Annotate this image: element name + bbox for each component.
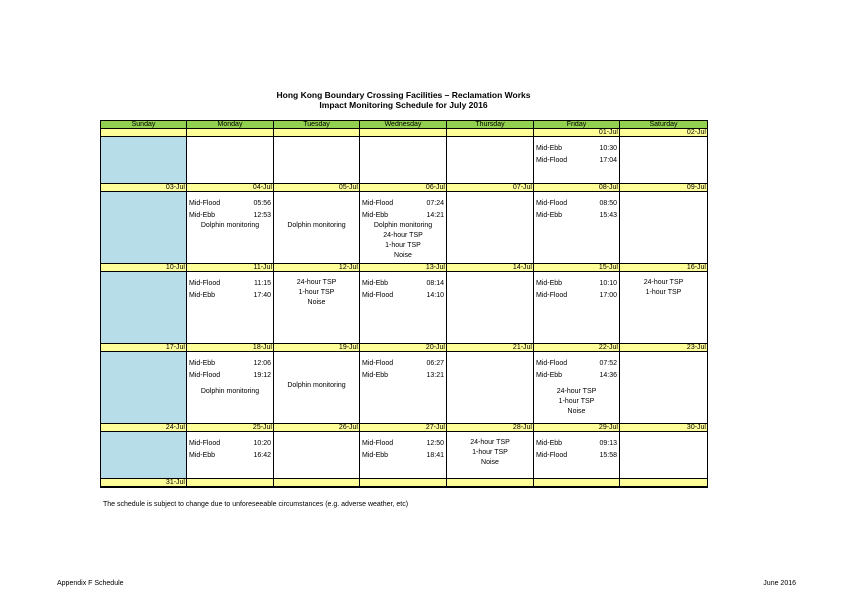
tide-entry bbox=[187, 290, 273, 302]
tide-name: Mid-Flood bbox=[536, 451, 568, 459]
tide-entry bbox=[187, 278, 273, 290]
day-cell bbox=[274, 432, 360, 479]
day-cell bbox=[534, 137, 620, 184]
date-cell: 23-Jul bbox=[620, 344, 708, 352]
tide-time: 17:00 bbox=[599, 291, 617, 299]
tide-time: 07:52 bbox=[599, 360, 617, 367]
week-date-row bbox=[101, 424, 708, 432]
day-cell bbox=[360, 192, 447, 264]
date-cell: 13-Jul bbox=[360, 264, 447, 272]
date-cell: 26-Jul bbox=[274, 424, 360, 432]
tide-time: 09:13 bbox=[599, 440, 617, 447]
weekday-header-monday: Monday bbox=[187, 121, 274, 129]
day-cell bbox=[447, 352, 534, 424]
date-cell: 16-Jul bbox=[620, 264, 708, 272]
week-date-row bbox=[101, 129, 708, 137]
date-cell: 07-Jul bbox=[447, 184, 534, 192]
day-cell bbox=[534, 352, 620, 424]
weekday-header-saturday: Saturday bbox=[620, 121, 708, 129]
day-cell bbox=[360, 352, 447, 424]
document-subtitle: Impact Monitoring Schedule for July 2016 bbox=[319, 100, 488, 110]
tide-entry bbox=[534, 198, 619, 210]
tide-time: 11:15 bbox=[254, 280, 271, 287]
day-cell bbox=[447, 137, 534, 184]
tide-entry bbox=[360, 438, 446, 450]
date-cell: 01-Jul bbox=[534, 129, 620, 137]
monitoring-note: 24-hour TSP bbox=[556, 388, 597, 395]
tide-name: Mid-Flood bbox=[189, 371, 221, 379]
week-schedule-row bbox=[101, 272, 708, 344]
monitoring-note: 24-hour TSP bbox=[296, 279, 337, 286]
date-cell: 17-Jul bbox=[101, 344, 187, 352]
tide-name: Mid-Flood bbox=[362, 440, 394, 447]
tide-name: Mid-Flood bbox=[362, 200, 394, 207]
day-cell bbox=[187, 487, 274, 488]
tide-time: 08:14 bbox=[426, 280, 444, 287]
week-date-row bbox=[101, 264, 708, 272]
date-cell: 15-Jul bbox=[534, 264, 620, 272]
tide-entry bbox=[187, 198, 273, 210]
day-cell bbox=[274, 192, 360, 264]
week-schedule-row bbox=[101, 192, 708, 264]
tide-entry bbox=[534, 358, 619, 370]
tide-entry bbox=[187, 210, 273, 222]
tide-entry bbox=[187, 450, 273, 462]
tide-name: Mid-Ebb bbox=[536, 211, 563, 219]
tide-name: Mid-Flood bbox=[536, 360, 568, 367]
tide-name: Mid-Ebb bbox=[536, 145, 563, 152]
monitoring-note: 1-hour TSP bbox=[558, 398, 595, 405]
day-cell bbox=[187, 432, 274, 479]
date-cell: 24-Jul bbox=[101, 424, 187, 432]
week-schedule-row bbox=[101, 487, 708, 488]
tide-time: 08:50 bbox=[599, 200, 617, 207]
tide-time: 19:12 bbox=[253, 371, 271, 379]
day-cell bbox=[101, 272, 187, 344]
day-cell bbox=[187, 352, 274, 424]
monitoring-note: 1-hour TSP bbox=[645, 289, 682, 296]
tide-time: 17:04 bbox=[599, 156, 617, 164]
tide-entry bbox=[360, 358, 446, 370]
document-title: Hong Kong Boundary Crossing Facilities – Reclamation Works bbox=[276, 90, 531, 100]
day-cell bbox=[447, 192, 534, 264]
tide-entry bbox=[360, 290, 446, 302]
date-cell: 09-Jul bbox=[620, 184, 708, 192]
day-cell bbox=[274, 352, 360, 424]
tide-name: Mid-Ebb bbox=[189, 211, 216, 219]
weekday-header-tuesday: Tuesday bbox=[274, 121, 360, 129]
date-cell: 18-Jul bbox=[187, 344, 274, 352]
day-cell bbox=[534, 487, 620, 488]
tide-name: Mid-Ebb bbox=[362, 280, 389, 287]
day-cell bbox=[274, 487, 360, 488]
date-cell: 28-Jul bbox=[447, 424, 534, 432]
date-cell: 08-Jul bbox=[534, 184, 620, 192]
monitoring-note: Noise bbox=[307, 299, 326, 306]
date-cell: 25-Jul bbox=[187, 424, 274, 432]
day-cell bbox=[534, 192, 620, 264]
monitoring-note: 1-hour TSP bbox=[298, 289, 335, 296]
day-cell bbox=[101, 137, 187, 184]
day-cell bbox=[101, 487, 187, 488]
tide-name: Mid-Ebb bbox=[189, 291, 216, 299]
schedule-footnote: The schedule is subject to change due to unforeseeable circumstances (e.g. adverse weather, etc) bbox=[103, 501, 409, 508]
date-cell: 30-Jul bbox=[620, 424, 708, 432]
day-cell bbox=[101, 432, 187, 479]
monitoring-note: Dolphin monitoring bbox=[287, 222, 346, 229]
date-cell bbox=[447, 479, 534, 487]
date-cell: 31-Jul bbox=[101, 479, 187, 487]
tide-time: 10:10 bbox=[599, 280, 617, 287]
tide-name: Mid-Ebb bbox=[536, 440, 563, 447]
date-cell: 27-Jul bbox=[360, 424, 447, 432]
tide-entry bbox=[187, 438, 273, 450]
day-cell bbox=[620, 487, 708, 488]
tide-name: Mid-Flood bbox=[536, 156, 568, 164]
day-cell bbox=[187, 272, 274, 344]
footer-left: Appendix F Schedule bbox=[57, 580, 124, 587]
tide-time: 14:36 bbox=[599, 371, 617, 379]
day-cell bbox=[187, 137, 274, 184]
tide-name: Mid-Ebb bbox=[536, 371, 563, 379]
date-cell bbox=[620, 479, 708, 487]
tide-name: Mid-Flood bbox=[189, 280, 221, 287]
tide-time: 14:10 bbox=[426, 291, 444, 299]
monitoring-note: 1-hour TSP bbox=[472, 449, 508, 456]
date-cell: 20-Jul bbox=[360, 344, 447, 352]
date-cell bbox=[447, 129, 534, 137]
tide-entry bbox=[534, 450, 619, 462]
tide-time: 14:21 bbox=[426, 211, 444, 219]
date-cell: 19-Jul bbox=[274, 344, 360, 352]
tide-name: Mid-Ebb bbox=[362, 211, 389, 219]
date-cell: 10-Jul bbox=[101, 264, 187, 272]
week-date-row bbox=[101, 184, 708, 192]
week-schedule-row bbox=[101, 432, 708, 479]
monitoring-note: 24-hour TSP bbox=[470, 439, 510, 446]
monitoring-note: Dolphin monitoring bbox=[200, 222, 260, 229]
monitoring-note: Dolphin monitoring bbox=[373, 222, 433, 229]
schedule-calendar bbox=[100, 120, 708, 488]
tide-entry bbox=[187, 370, 273, 382]
date-cell: 11-Jul bbox=[187, 264, 274, 272]
tide-entry bbox=[360, 210, 446, 222]
weekday-header-wednesday: Wednesday bbox=[360, 121, 447, 129]
monitoring-note: 24-hour TSP bbox=[383, 232, 423, 239]
tide-time: 12:53 bbox=[253, 211, 271, 219]
monitoring-note: Dolphin monitoring bbox=[200, 388, 260, 395]
day-cell bbox=[360, 137, 447, 184]
monitoring-note: Noise bbox=[567, 408, 586, 415]
tide-entry bbox=[534, 438, 619, 450]
tide-time: 05:56 bbox=[253, 200, 271, 207]
tide-time: 17:40 bbox=[253, 291, 271, 299]
day-cell bbox=[447, 432, 534, 479]
weekday-header-friday: Friday bbox=[534, 121, 620, 129]
day-cell bbox=[534, 272, 620, 344]
tide-entry bbox=[360, 198, 446, 210]
tide-time: 16:42 bbox=[253, 451, 271, 459]
day-cell bbox=[620, 137, 708, 184]
tide-entry bbox=[187, 358, 273, 370]
tide-time: 13:21 bbox=[426, 371, 444, 379]
day-cell bbox=[360, 487, 447, 488]
date-cell bbox=[360, 479, 447, 487]
tide-entry bbox=[360, 450, 446, 462]
date-cell: 14-Jul bbox=[447, 264, 534, 272]
day-cell bbox=[274, 272, 360, 344]
date-cell bbox=[534, 479, 620, 487]
monitoring-note: Noise bbox=[481, 459, 499, 466]
tide-time: 12:06 bbox=[253, 360, 271, 367]
week-schedule-row bbox=[101, 137, 708, 184]
tide-time: 06:27 bbox=[426, 360, 444, 367]
date-cell bbox=[274, 479, 360, 487]
tide-name: Mid-Ebb bbox=[189, 451, 216, 459]
monitoring-note: Dolphin monitoring bbox=[287, 382, 346, 389]
week-date-row bbox=[101, 479, 708, 487]
day-cell bbox=[101, 192, 187, 264]
tide-time: 18:41 bbox=[426, 451, 444, 459]
tide-name: Mid-Ebb bbox=[536, 280, 563, 287]
monitoring-note: 24-hour TSP bbox=[643, 279, 684, 286]
date-cell: 03-Jul bbox=[101, 184, 187, 192]
tide-time: 15:43 bbox=[599, 211, 617, 219]
tide-entry bbox=[360, 370, 446, 382]
tide-name: Mid-Flood bbox=[189, 200, 221, 207]
tide-time: 12:50 bbox=[426, 440, 444, 447]
tide-time: 10:20 bbox=[253, 440, 271, 447]
date-cell: 29-Jul bbox=[534, 424, 620, 432]
week-schedule-row bbox=[101, 352, 708, 424]
tide-entry bbox=[534, 143, 619, 155]
day-cell bbox=[620, 432, 708, 479]
weekday-header-row bbox=[101, 121, 708, 129]
date-cell: 22-Jul bbox=[534, 344, 620, 352]
day-cell bbox=[187, 192, 274, 264]
weekday-header-thursday: Thursday bbox=[447, 121, 534, 129]
tide-name: Mid-Ebb bbox=[362, 451, 389, 459]
date-cell: 21-Jul bbox=[447, 344, 534, 352]
date-cell bbox=[360, 129, 447, 137]
day-cell bbox=[534, 432, 620, 479]
date-cell: 05-Jul bbox=[274, 184, 360, 192]
tide-name: Mid-Flood bbox=[362, 360, 394, 367]
day-cell bbox=[274, 137, 360, 184]
tide-name: Mid-Flood bbox=[189, 440, 221, 447]
tide-name: Mid-Flood bbox=[536, 200, 568, 207]
day-cell bbox=[620, 272, 708, 344]
tide-time: 15:58 bbox=[599, 451, 617, 459]
date-cell: 02-Jul bbox=[620, 129, 708, 137]
day-cell bbox=[447, 487, 534, 488]
date-cell: 04-Jul bbox=[187, 184, 274, 192]
day-cell bbox=[620, 352, 708, 424]
tide-entry bbox=[534, 210, 619, 222]
date-cell bbox=[187, 129, 274, 137]
date-cell bbox=[101, 129, 187, 137]
day-cell bbox=[101, 352, 187, 424]
monitoring-note: 1-hour TSP bbox=[385, 242, 421, 249]
monitoring-note: Noise bbox=[394, 252, 412, 259]
date-cell: 06-Jul bbox=[360, 184, 447, 192]
tide-entry bbox=[534, 155, 619, 167]
tide-name: Mid-Flood bbox=[536, 291, 568, 299]
tide-name: Mid-Ebb bbox=[362, 371, 389, 379]
day-cell bbox=[620, 192, 708, 264]
tide-entry bbox=[534, 290, 619, 302]
tide-entry bbox=[360, 278, 446, 290]
footer-right: June 2016 bbox=[763, 580, 796, 587]
day-cell bbox=[360, 272, 447, 344]
week-date-row bbox=[101, 344, 708, 352]
tide-name: Mid-Flood bbox=[362, 291, 394, 299]
date-cell bbox=[274, 129, 360, 137]
date-cell bbox=[187, 479, 274, 487]
weekday-header-sunday: Sunday bbox=[101, 121, 187, 129]
day-cell bbox=[360, 432, 447, 479]
tide-time: 07:24 bbox=[426, 200, 444, 207]
tide-time: 10:30 bbox=[599, 145, 617, 152]
tide-entry bbox=[534, 370, 619, 382]
day-cell bbox=[447, 272, 534, 344]
tide-entry bbox=[534, 278, 619, 290]
date-cell: 12-Jul bbox=[274, 264, 360, 272]
tide-name: Mid-Ebb bbox=[189, 360, 216, 367]
